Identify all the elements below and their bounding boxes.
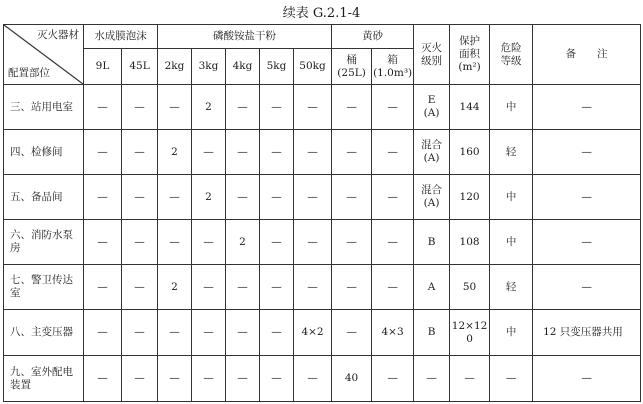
header-sand-bucket: 桶 (25L) (332, 49, 372, 85)
area-cell: 120 (450, 175, 490, 220)
quantity-cell: — (158, 356, 192, 402)
header-fire-class: 灭火 级别 (414, 25, 450, 85)
quantity-cell: — (158, 310, 192, 356)
quantity-cell: — (226, 175, 260, 220)
corner-label-equipment: 灭火器材 (37, 29, 79, 41)
table-row (4, 85, 641, 130)
area-cell: 50 (450, 265, 490, 310)
header-foam-group: 水成膜泡沫 (84, 25, 158, 49)
quantity-cell: 2 (226, 220, 260, 265)
quantity-cell: — (372, 85, 414, 130)
fire-class-cell: E (A) (414, 85, 450, 130)
hazard-cell: 中 (490, 310, 533, 356)
header-foam-9l: 9L (84, 49, 122, 85)
quantity-cell: — (332, 310, 372, 356)
fire-class-cell: B (414, 220, 450, 265)
quantity-cell: — (84, 265, 122, 310)
quantity-cell: — (122, 356, 158, 402)
row-location: 九、室外配电装置 (4, 356, 84, 402)
quantity-cell: — (122, 85, 158, 130)
area-cell: 12×120 (450, 310, 490, 356)
quantity-cell: — (84, 130, 122, 175)
table-row (4, 265, 641, 310)
remark-cell: — (533, 220, 641, 265)
quantity-cell: — (192, 310, 226, 356)
quantity-cell: — (294, 220, 332, 265)
table-row (4, 356, 641, 402)
quantity-cell: — (372, 175, 414, 220)
quantity-cell: — (294, 130, 332, 175)
quantity-cell: — (372, 356, 414, 402)
area-cell: 160 (450, 130, 490, 175)
table-body (4, 85, 641, 402)
quantity-cell: — (192, 265, 226, 310)
quantity-cell: — (372, 130, 414, 175)
table-row (4, 310, 641, 356)
quantity-cell: — (294, 265, 332, 310)
hazard-cell: 中 (490, 175, 533, 220)
header-corner-cell (4, 25, 84, 85)
quantity-cell: — (332, 130, 372, 175)
extinguisher-config-table (3, 24, 641, 402)
hazard-cell: 轻 (490, 130, 533, 175)
area-cell: 144 (450, 85, 490, 130)
quantity-cell: — (84, 356, 122, 402)
quantity-cell: — (122, 175, 158, 220)
quantity-cell: — (332, 175, 372, 220)
row-location: 八、主变压器 (4, 310, 84, 356)
quantity-cell: — (260, 356, 294, 402)
quantity-cell: — (226, 356, 260, 402)
header-sand-box: 箱 (1.0m³) (372, 49, 414, 85)
quantity-cell: 4×2 (294, 310, 332, 356)
remark-cell: — (533, 175, 641, 220)
quantity-cell: — (226, 130, 260, 175)
quantity-cell: — (192, 220, 226, 265)
header-hazard-level: 危险 等级 (490, 25, 533, 85)
quantity-cell: — (332, 265, 372, 310)
quantity-cell: — (294, 175, 332, 220)
table-row (4, 130, 641, 175)
quantity-cell: — (226, 265, 260, 310)
quantity-cell: — (192, 356, 226, 402)
corner-label-location: 配置部位 (8, 67, 50, 79)
quantity-cell: — (260, 310, 294, 356)
header-sand-group: 黄砂 (332, 25, 414, 49)
quantity-cell: 40 (332, 356, 372, 402)
quantity-cell: — (122, 130, 158, 175)
hazard-cell: 中 (490, 220, 533, 265)
table-row (4, 175, 641, 220)
table-row (4, 220, 641, 265)
remark-cell: — (533, 130, 641, 175)
quantity-cell: — (260, 130, 294, 175)
quantity-cell: 2 (192, 175, 226, 220)
fire-class-cell: 混合 (A) (414, 130, 450, 175)
quantity-cell: — (260, 220, 294, 265)
remark-cell: — (533, 356, 641, 402)
quantity-cell: — (84, 85, 122, 130)
table-title: 续表 G.2.1-4 (282, 6, 361, 21)
row-location: 七、警卫传达室 (4, 265, 84, 310)
quantity-cell: — (226, 310, 260, 356)
quantity-cell: — (372, 265, 414, 310)
quantity-cell: — (158, 220, 192, 265)
hazard-cell: 中 (490, 85, 533, 130)
quantity-cell: — (294, 85, 332, 130)
quantity-cell: — (260, 85, 294, 130)
quantity-cell: — (84, 175, 122, 220)
fire-class-cell: — (414, 356, 450, 402)
row-location: 六、消防水泵房 (4, 220, 84, 265)
fire-class-cell: B (414, 310, 450, 356)
quantity-cell: — (332, 85, 372, 130)
quantity-cell: — (158, 175, 192, 220)
remark-cell: — (533, 85, 641, 130)
quantity-cell: — (84, 220, 122, 265)
quantity-cell: — (84, 310, 122, 356)
quantity-cell: 2 (158, 130, 192, 175)
header-protect-area: 保护 面积 (m²) (450, 25, 490, 85)
quantity-cell: — (122, 265, 158, 310)
quantity-cell: 4×3 (372, 310, 414, 356)
header-powder-3kg: 3kg (192, 49, 226, 85)
quantity-cell: 2 (158, 265, 192, 310)
header-powder-group: 磷酸铵盐干粉 (158, 25, 332, 49)
row-location: 五、备品间 (4, 175, 84, 220)
quantity-cell: — (226, 85, 260, 130)
quantity-cell: — (294, 356, 332, 402)
quantity-cell: — (122, 310, 158, 356)
header-remark: 备 注 (533, 25, 641, 85)
header-powder-2kg: 2kg (158, 49, 192, 85)
hazard-cell: 轻 (490, 265, 533, 310)
fire-class-cell: A (414, 265, 450, 310)
quantity-cell: — (260, 175, 294, 220)
area-cell: 108 (450, 220, 490, 265)
hazard-cell: — (490, 356, 533, 402)
header-powder-4kg: 4kg (226, 49, 260, 85)
quantity-cell: — (122, 220, 158, 265)
header-foam-45l: 45L (122, 49, 158, 85)
remark-cell: — (533, 265, 641, 310)
quantity-cell: — (260, 265, 294, 310)
quantity-cell: — (332, 220, 372, 265)
header-powder-5kg: 5kg (260, 49, 294, 85)
header-powder-50kg: 50kg (294, 49, 332, 85)
fire-class-cell: 混合 (A) (414, 175, 450, 220)
quantity-cell: — (158, 85, 192, 130)
row-location: 三、站用电室 (4, 85, 84, 130)
area-cell: — (450, 356, 490, 402)
remark-cell: 12 只变压器共用 (533, 310, 641, 356)
row-location: 四、检修间 (4, 130, 84, 175)
quantity-cell: — (372, 220, 414, 265)
quantity-cell: 2 (192, 85, 226, 130)
quantity-cell: — (192, 130, 226, 175)
